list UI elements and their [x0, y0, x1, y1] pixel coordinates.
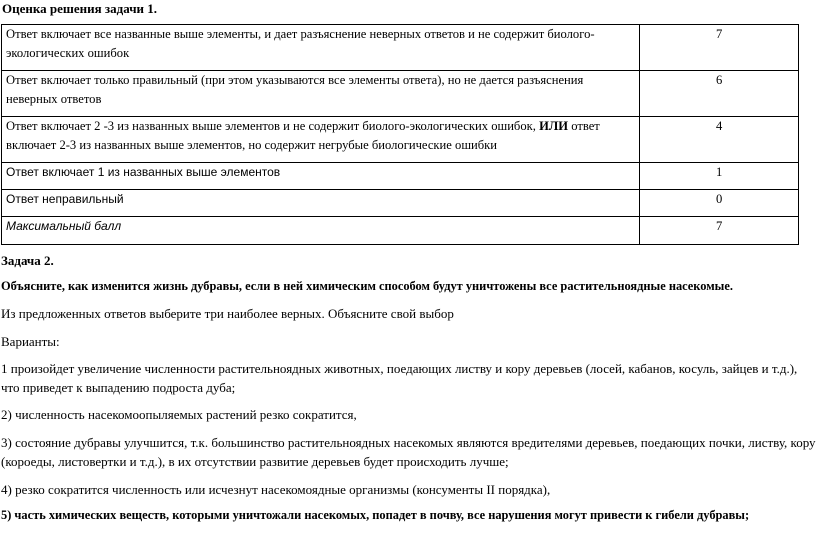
option-item: 5) часть химических веществ, которыми уничтожали насекомых, попадет в почву, все нарушения могут привести к гибели дубравы;	[1, 508, 750, 522]
criterion-or-emphasis: ИЛИ	[539, 119, 569, 133]
criterion-cell: Ответ включает все названные выше элементы, и дает разъяснение неверных ответов и не содержит биолого-экологических ошибок	[2, 25, 640, 71]
criterion-cell	[2, 117, 640, 163]
option-item: 3) состояние дубравы улучшится, т.к. большинство растительноядных насекомых являются вредителями деревьев, поедающих почки, листву, кору (короеды, листовертки и т.д.), в их отсутствии развитие деревьев будет происходить лучше;	[1, 435, 816, 469]
criterion-cell: Ответ включает 1 из названных выше элементов	[2, 163, 640, 190]
option-item: 2) численность насекомоопыляемых растений резко сократится,	[1, 407, 357, 422]
criterion-cell: Ответ неправильный	[2, 190, 640, 217]
task2-question: Объясните, как изменится жизнь дубравы, если в ней химическим способом будут уничтожены все растительноядные насекомые.	[1, 279, 733, 293]
points-cell: 0	[640, 190, 799, 217]
variants-label: Варианты:	[1, 334, 60, 349]
table-row	[2, 25, 799, 71]
option-item: 1 произойдет увеличение численности растительноядных животных, поедающих листву и кору деревьев (лосей, кабанов, косуль, зайцев и т.д.), что приведет к выпадению подроста дуба;	[1, 361, 798, 395]
table-row	[2, 71, 799, 117]
points-cell: 4	[640, 117, 799, 163]
table-row	[2, 190, 799, 217]
criterion-text-part: ответ включает 2-3 из названных выше элементов, но содержит негрубые биологические ошибки	[6, 119, 600, 152]
grading-table	[1, 24, 799, 245]
option-item: 4) резко сократится численность или исчезнут насекомоядные организмы (консументы II порядка),	[1, 482, 551, 497]
points-cell: 1	[640, 163, 799, 190]
table-row	[2, 217, 799, 245]
table-row	[2, 117, 799, 163]
max-score-value: 7	[640, 217, 799, 245]
task2-instruction: Из предложенных ответов выберите три наиболее верных. Объясните свой выбор	[1, 306, 454, 321]
criterion-text-part: Ответ включает 2 -3 из названных выше элементов и не содержит биолого-экологических ошибок,	[6, 119, 540, 133]
points-cell: 6	[640, 71, 799, 117]
criterion-cell: Ответ включает только правильный (при этом указываются все элементы ответа), но не дается разъяснения неверных ответов	[2, 71, 640, 117]
max-score-label: Максимальный балл	[2, 217, 640, 245]
section-title: Оценка решения задачи 1.	[2, 1, 158, 16]
table-row	[2, 163, 799, 190]
task2-title: Задача 2.	[1, 253, 54, 268]
points-cell: 7	[640, 25, 799, 71]
